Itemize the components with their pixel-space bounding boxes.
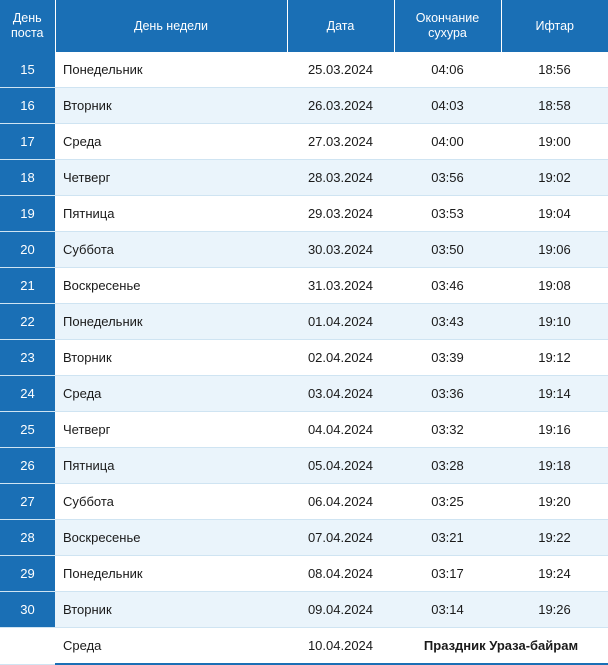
cell-suhur-end: 03:25	[394, 484, 501, 520]
cell-date: 01.04.2024	[287, 304, 394, 340]
cell-day-of-fast: 15	[0, 52, 55, 88]
cell-weekday: Среда	[55, 124, 287, 160]
cell-suhur-end: 03:46	[394, 268, 501, 304]
cell-date: 25.03.2024	[287, 52, 394, 88]
cell-iftar: 19:22	[501, 520, 608, 556]
cell-iftar: 19:00	[501, 124, 608, 160]
cell-weekday: Четверг	[55, 412, 287, 448]
cell-day-of-fast: 21	[0, 268, 55, 304]
cell-suhur-end: 04:00	[394, 124, 501, 160]
cell-day-of-fast: 27	[0, 484, 55, 520]
cell-day-of-fast: 24	[0, 376, 55, 412]
table-row	[0, 160, 608, 196]
cell-iftar: 19:20	[501, 484, 608, 520]
cell-date: 04.04.2024	[287, 412, 394, 448]
cell-date: 31.03.2024	[287, 268, 394, 304]
table-row	[0, 304, 608, 340]
cell-iftar: 19:14	[501, 376, 608, 412]
cell-suhur-end: 03:56	[394, 160, 501, 196]
cell-date: 27.03.2024	[287, 124, 394, 160]
cell-iftar: 19:12	[501, 340, 608, 376]
cell-weekday: Среда	[55, 376, 287, 412]
column-header-date: Дата	[287, 0, 394, 52]
cell-day-of-fast: 26	[0, 448, 55, 484]
table-row	[0, 340, 608, 376]
cell-suhur-end: 03:50	[394, 232, 501, 268]
cell-weekday: Вторник	[55, 88, 287, 124]
cell-suhur-end: 04:03	[394, 88, 501, 124]
cell-suhur-end: 03:36	[394, 376, 501, 412]
cell-day-of-fast: 22	[0, 304, 55, 340]
table-row	[0, 376, 608, 412]
cell-date: 05.04.2024	[287, 448, 394, 484]
cell-day-of-fast: 25	[0, 412, 55, 448]
cell-date: 02.04.2024	[287, 340, 394, 376]
table-row	[0, 556, 608, 592]
cell-day-of-fast: 23	[0, 340, 55, 376]
table-row	[0, 484, 608, 520]
cell-weekday: Пятница	[55, 448, 287, 484]
table-row	[0, 448, 608, 484]
cell-suhur-end: 03:21	[394, 520, 501, 556]
table-row	[0, 232, 608, 268]
table-row	[0, 52, 608, 88]
column-header-iftar: Ифтар	[501, 0, 608, 52]
cell-suhur-end: 03:53	[394, 196, 501, 232]
cell-weekday: Суббота	[55, 484, 287, 520]
table-row	[0, 268, 608, 304]
cell-iftar: 19:10	[501, 304, 608, 340]
cell-weekday: Воскресенье	[55, 268, 287, 304]
cell-date: 06.04.2024	[287, 484, 394, 520]
cell-day-of-fast: 18	[0, 160, 55, 196]
cell-date: 08.04.2024	[287, 556, 394, 592]
column-header-weekday: День недели	[55, 0, 287, 52]
cell-date: 26.03.2024	[287, 88, 394, 124]
cell-weekday: Пятница	[55, 196, 287, 232]
cell-suhur-end: 03:39	[394, 340, 501, 376]
table-row	[0, 124, 608, 160]
cell-suhur-end: 03:43	[394, 304, 501, 340]
cell-date: 07.04.2024	[287, 520, 394, 556]
cell-iftar: 19:18	[501, 448, 608, 484]
cell-date: 09.04.2024	[287, 592, 394, 628]
cell-date: 10.04.2024	[287, 628, 394, 665]
cell-suhur-end: 04:06	[394, 52, 501, 88]
cell-iftar: 18:58	[501, 88, 608, 124]
cell-weekday: Понедельник	[55, 556, 287, 592]
cell-weekday: Среда	[55, 628, 287, 665]
cell-day-of-fast: 20	[0, 232, 55, 268]
cell-day-of-fast: 29	[0, 556, 55, 592]
cell-day-of-fast: 28	[0, 520, 55, 556]
cell-iftar: 19:16	[501, 412, 608, 448]
cell-day-of-fast: 30	[0, 592, 55, 628]
cell-iftar: 19:04	[501, 196, 608, 232]
table-row	[0, 520, 608, 556]
cell-day-of-fast: 16	[0, 88, 55, 124]
cell-iftar: 19:06	[501, 232, 608, 268]
cell-iftar: 18:56	[501, 52, 608, 88]
cell-weekday: Суббота	[55, 232, 287, 268]
cell-suhur-end: 03:28	[394, 448, 501, 484]
cell-weekday: Понедельник	[55, 304, 287, 340]
table-header	[0, 0, 608, 52]
cell-iftar: 19:24	[501, 556, 608, 592]
table-row	[0, 88, 608, 124]
cell-weekday: Воскресенье	[55, 520, 287, 556]
cell-weekday: Четверг	[55, 160, 287, 196]
cell-suhur-end: 03:14	[394, 592, 501, 628]
table-row	[0, 412, 608, 448]
cell-iftar: 19:08	[501, 268, 608, 304]
table-header-row	[0, 0, 608, 52]
table-body	[0, 52, 608, 664]
cell-weekday: Вторник	[55, 592, 287, 628]
cell-date: 29.03.2024	[287, 196, 394, 232]
cell-day-of-fast: 19	[0, 196, 55, 232]
cell-date: 03.04.2024	[287, 376, 394, 412]
table-row	[0, 196, 608, 232]
table-row	[0, 592, 608, 628]
column-header-suhur-end: Окончание сухура	[394, 0, 501, 52]
cell-suhur-end: 03:17	[394, 556, 501, 592]
cell-suhur-end: 03:32	[394, 412, 501, 448]
cell-weekday: Понедельник	[55, 52, 287, 88]
cell-weekday: Вторник	[55, 340, 287, 376]
cell-holiday-label: Праздник Ураза-байрам	[394, 628, 608, 665]
cell-day-of-fast: 17	[0, 124, 55, 160]
cell-date: 30.03.2024	[287, 232, 394, 268]
cell-date: 28.03.2024	[287, 160, 394, 196]
cell-iftar: 19:26	[501, 592, 608, 628]
column-header-day-of-fast: День поста	[0, 0, 55, 52]
cell-iftar: 19:02	[501, 160, 608, 196]
